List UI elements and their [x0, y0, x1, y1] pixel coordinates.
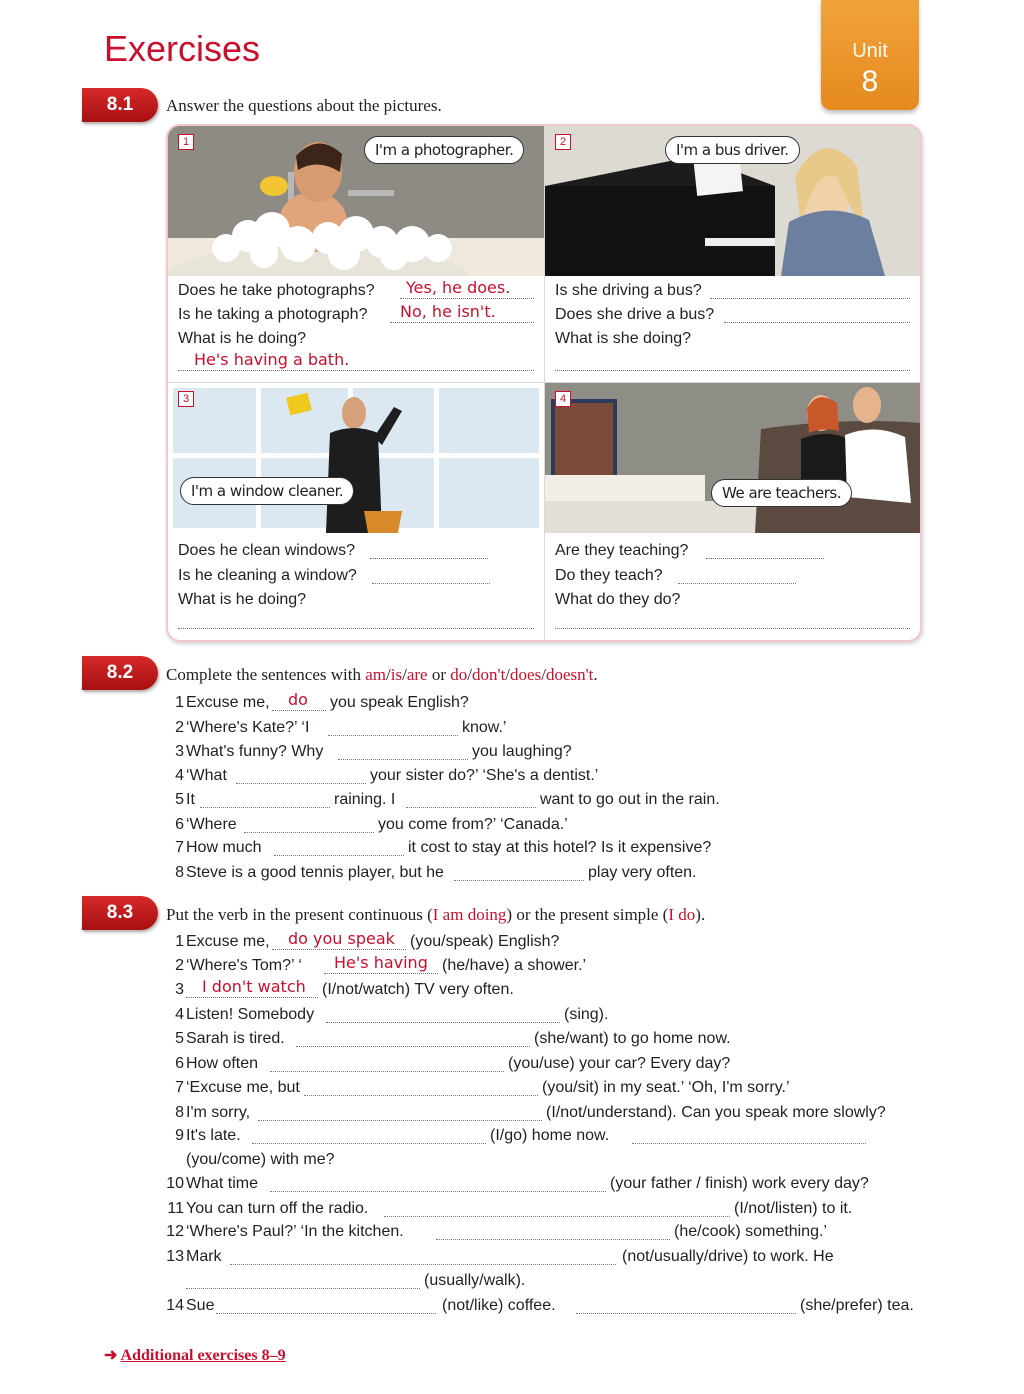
item-text: you come from?’ ‘Canada.’: [378, 816, 568, 833]
answer-line[interactable]: [678, 583, 796, 584]
item-number: 4: [175, 1006, 184, 1023]
item-text: (you/speak) English?: [410, 933, 560, 950]
question: Does he clean windows?: [178, 542, 355, 559]
keyword-i-do: I do: [668, 905, 696, 924]
instr-text: Put the verb in the present continuous (: [166, 905, 433, 924]
item-text: (she/prefer) tea.: [800, 1297, 914, 1314]
item-number: 8: [175, 1104, 184, 1121]
answer-blank[interactable]: [270, 1191, 606, 1192]
item-text: Sarah is tired.: [186, 1030, 285, 1047]
question: What is she doing?: [555, 330, 692, 347]
item-number: 2: [175, 719, 184, 736]
question: Is he taking a photograph?: [178, 306, 368, 323]
answer-line[interactable]: [390, 322, 534, 323]
item-text: (I/not/understand). Can you speak more slowly?: [546, 1104, 886, 1121]
item-number: 13: [166, 1248, 184, 1265]
picture-number: 2: [555, 134, 571, 150]
answer-blank[interactable]: [296, 1046, 530, 1047]
answer-text: do: [288, 690, 308, 709]
answer-line[interactable]: [372, 583, 490, 584]
item-number: 14: [166, 1297, 184, 1314]
item-text: want to go out in the rain.: [540, 791, 720, 808]
item-number: 6: [175, 1055, 184, 1072]
exercise-badge-8-3: 8.3: [82, 896, 158, 930]
exercise-instruction-8-3: [166, 905, 705, 925]
picture-questions-panel: [166, 124, 922, 642]
item-text: How much: [186, 839, 262, 856]
keyword-am: am: [365, 665, 387, 684]
unit-tab: [821, 0, 919, 110]
item-number: 5: [175, 1030, 184, 1047]
answer-blank[interactable]: [186, 997, 318, 998]
answer-text: Yes, he does.: [406, 278, 511, 297]
instr-text: ) or the present simple (: [506, 905, 669, 924]
item-number: 5: [175, 791, 184, 808]
item-text: it cost to stay at this hotel? Is it expensive?: [408, 839, 712, 856]
item-text: Steve is a good tennis player, but he: [186, 864, 444, 881]
answer-text: He's having: [334, 953, 428, 972]
item-text: raining. I: [334, 791, 396, 808]
slash: /: [402, 665, 407, 684]
item-text: know.’: [462, 719, 507, 736]
answer-blank[interactable]: [576, 1313, 796, 1314]
answer-blank[interactable]: [200, 807, 330, 808]
slash: /: [541, 665, 546, 684]
item-text: ‘Where: [186, 816, 237, 833]
answer-line[interactable]: [178, 628, 534, 629]
exercise-badge-8-1: 8.1: [82, 88, 158, 122]
item-text: play very often.: [588, 864, 697, 881]
answer-text: No, he isn't.: [400, 302, 496, 321]
item-text: What's funny? Why: [186, 743, 324, 760]
picture-window-cleaner: [168, 383, 544, 533]
answer-blank[interactable]: [252, 1143, 486, 1144]
answer-blank[interactable]: [454, 880, 584, 881]
item-number: 3: [175, 743, 184, 760]
picture-bus-driver-piano: [545, 126, 920, 276]
answer-blank[interactable]: [304, 1095, 538, 1096]
answer-blank[interactable]: [384, 1216, 730, 1217]
item-text: Sue: [186, 1297, 215, 1314]
item-text: (sing).: [564, 1006, 609, 1023]
item-number: 8: [175, 864, 184, 881]
item-text: It's late.: [186, 1127, 241, 1144]
item-number: 11: [167, 1200, 184, 1217]
item-number: 3: [175, 981, 184, 998]
item-number: 4: [175, 767, 184, 784]
item-text: What time: [186, 1175, 259, 1192]
item-text: (he/cook) something.’: [674, 1223, 827, 1240]
item-number: 2: [175, 957, 184, 974]
item-number: 7: [175, 839, 184, 856]
item-text: (I/not/watch) TV very often.: [322, 981, 514, 998]
question: Does he take photographs?: [178, 282, 375, 299]
page-title: Exercises: [104, 28, 261, 69]
keyword-dont: don't: [472, 665, 506, 684]
answer-text: do you speak: [288, 929, 395, 948]
unit-number: 8: [861, 65, 879, 98]
item-number: 7: [175, 1079, 184, 1096]
answer-blank[interactable]: [326, 1022, 560, 1023]
answer-blank[interactable]: [338, 759, 468, 760]
question: Are they teaching?: [555, 542, 689, 559]
keyword-are: are: [406, 665, 428, 684]
answer-line[interactable]: [178, 370, 534, 371]
slash: /: [386, 665, 391, 684]
exercise-badge-8-2: 8.2: [82, 656, 158, 690]
answer-line[interactable]: [370, 558, 488, 559]
answer-blank[interactable]: [236, 783, 366, 784]
keyword-do: do: [450, 665, 468, 684]
item-text: (he/have) a shower.’: [442, 957, 587, 974]
item-text: (I/go) home now.: [490, 1127, 610, 1144]
question: What is he doing?: [178, 591, 307, 608]
item-text: How often: [186, 1055, 259, 1072]
answer-line[interactable]: [400, 298, 534, 299]
item-text: It: [186, 791, 195, 808]
item-text: (usually/walk).: [424, 1272, 526, 1289]
additional-exercises-link-text[interactable]: Additional exercises 8–9: [120, 1347, 286, 1364]
question: Does she drive a bus?: [555, 306, 715, 323]
keyword-is: is: [390, 665, 403, 684]
answer-line[interactable]: [724, 322, 910, 323]
item-text: Excuse me,: [186, 694, 270, 711]
question: Is she driving a bus?: [555, 282, 702, 299]
item-text: (she/want) to go home now.: [534, 1030, 731, 1047]
keyword-doesnt: doesn't: [545, 665, 594, 684]
item-text: Listen! Somebody: [186, 1006, 315, 1023]
instr-or: or: [427, 665, 451, 684]
answer-blank[interactable]: [258, 1120, 542, 1121]
answer-blank[interactable]: [272, 949, 406, 950]
question: What is he doing?: [178, 330, 307, 347]
answer-line[interactable]: [555, 628, 910, 629]
speech-bubble: We are teachers.: [711, 479, 852, 507]
item-text: ‘Excuse me, but: [186, 1079, 300, 1096]
answer-blank[interactable]: [216, 1313, 436, 1314]
picture-number: 3: [178, 391, 194, 407]
picture-photographer-bath: [168, 126, 544, 276]
answer-line[interactable]: [555, 370, 910, 371]
exercise-instruction-8-2: [166, 665, 598, 685]
speech-bubble: I'm a bus driver.: [665, 136, 800, 164]
answer-blank[interactable]: [270, 1071, 504, 1072]
instr-text: ).: [695, 905, 706, 924]
item-text: (you/come) with me?: [186, 1151, 335, 1168]
item-number: 1: [175, 933, 184, 950]
item-number: 1: [175, 694, 184, 711]
answer-line[interactable]: [706, 558, 824, 559]
speech-bubble: I'm a photographer.: [364, 136, 524, 164]
keyword-i-am-doing: I am doing: [432, 905, 507, 924]
item-text: ‘Where's Kate?’ ‘I: [186, 719, 310, 736]
answer-text: I don't watch: [202, 977, 306, 996]
instr-text: Complete the sentences with: [166, 665, 366, 684]
additional-exercises-link[interactable]: [104, 1345, 286, 1365]
arrow-right-icon: ➜: [104, 1347, 118, 1364]
picture-number: 4: [555, 391, 571, 407]
picture-number: 1: [178, 134, 194, 150]
question: What do they do?: [555, 591, 681, 608]
item-text: you speak English?: [330, 694, 469, 711]
item-number: 10: [166, 1175, 184, 1192]
item-text: Mark: [186, 1248, 222, 1265]
speech-bubble: I'm a window cleaner.: [180, 477, 354, 505]
keyword-does: does: [510, 665, 542, 684]
unit-label: Unit: [852, 40, 888, 62]
item-number: 9: [175, 1127, 184, 1144]
item-text: your sister do?’ ‘She's a dentist.’: [370, 767, 599, 784]
item-text: (you/use) your car? Every day?: [508, 1055, 731, 1072]
window-illustration: [168, 383, 544, 533]
item-text: ‘Where's Paul?’ ‘In the kitchen.: [186, 1223, 404, 1240]
answer-blank[interactable]: [406, 807, 536, 808]
item-text: (not/like) coffee.: [442, 1297, 556, 1314]
exercise-instruction-8-1: Answer the questions about the pictures.: [166, 96, 442, 115]
item-text: ‘What: [186, 767, 227, 784]
item-text: I'm sorry,: [186, 1104, 251, 1121]
answer-line[interactable]: [710, 298, 910, 299]
picture-teachers-tv: [545, 383, 920, 533]
item-text: (I/not/listen) to it.: [734, 1200, 853, 1217]
instr-period: .: [593, 665, 598, 684]
item-text: ‘Where's Tom?’ ‘: [186, 957, 302, 974]
item-text: (you/sit) in my seat.’ ‘Oh, I'm sorry.’: [542, 1079, 790, 1096]
answer-blank[interactable]: [436, 1239, 670, 1240]
answer-blank[interactable]: [328, 735, 458, 736]
answer-blank[interactable]: [230, 1264, 616, 1265]
item-text: you laughing?: [472, 743, 572, 760]
question: Is he cleaning a window?: [178, 567, 357, 584]
answer-blank[interactable]: [324, 973, 438, 974]
slash: /: [467, 665, 472, 684]
item-text: (your father / finish) work every day?: [610, 1175, 869, 1192]
answer-blank[interactable]: [274, 855, 404, 856]
item-number: 6: [175, 816, 184, 833]
slash: /: [505, 665, 511, 684]
question: Do they teach?: [555, 567, 663, 584]
item-text: You can turn off the radio.: [186, 1200, 369, 1217]
answer-blank[interactable]: [632, 1143, 866, 1144]
answer-text: He's having a bath.: [194, 350, 350, 369]
answer-blank[interactable]: [244, 832, 374, 833]
answer-blank[interactable]: [186, 1288, 420, 1289]
item-text: (not/usually/drive) to work. He: [622, 1248, 834, 1265]
tv-illustration: [545, 383, 920, 533]
item-number: 12: [166, 1223, 184, 1240]
item-text: Excuse me,: [186, 933, 270, 950]
answer-blank[interactable]: [272, 710, 326, 711]
